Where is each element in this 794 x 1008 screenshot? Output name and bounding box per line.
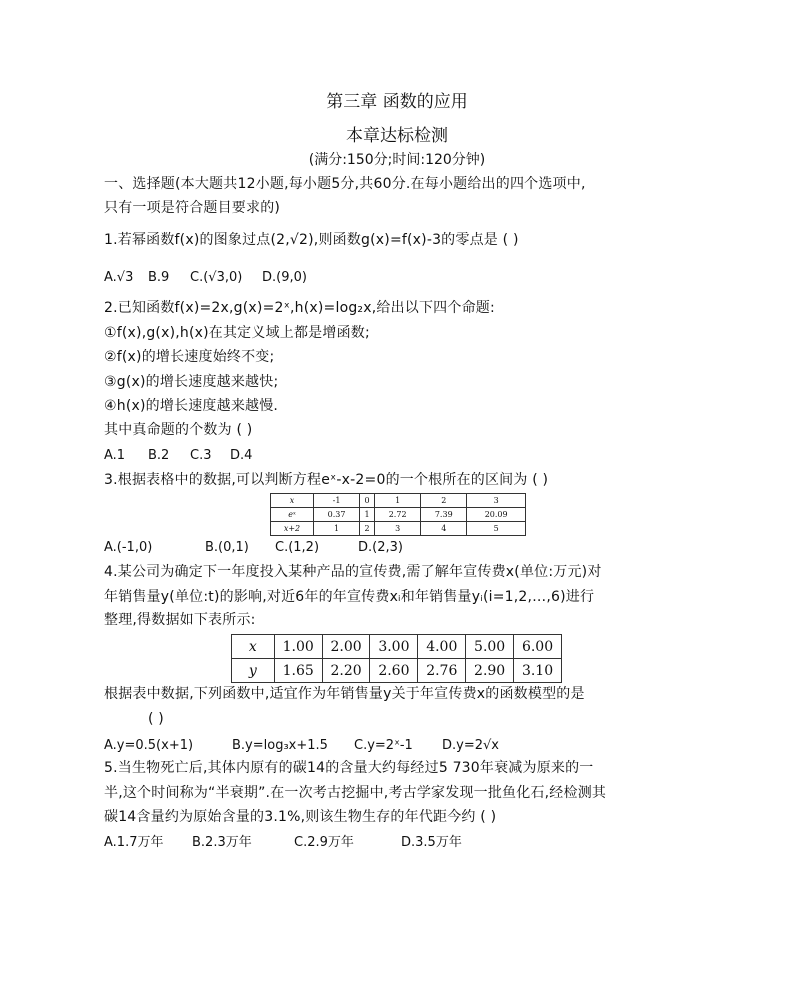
q2-option-c: C.3 [190,448,212,463]
section-heading-line2: 只有一项是符合题目要求的) [104,200,281,216]
table-cell: 20.09 [467,508,526,522]
table-cell: 6.00 [514,635,562,659]
table-cell: 2 [421,494,467,508]
q5-option-a: A.1.7万年 [104,835,164,850]
q2-question: 其中真命题的个数为 ( ) [104,422,253,438]
q2-prop-1: ①f(x),g(x),h(x)在其定义域上都是增函数; [104,325,370,341]
table-cell: 0.37 [314,508,360,522]
table-cell: 3.10 [514,659,562,683]
table-cell: 2.76 [418,659,466,683]
table-row-label: eˣ [271,508,314,522]
table-cell: 5.00 [466,635,514,659]
table-cell: 3 [375,522,421,536]
q4-option-a: A.y=0.5(x+1) [104,738,194,753]
q1-option-c: C.(√3,0) [190,270,243,285]
q2-option-a: A.1 [104,448,126,463]
table-cell: 3.00 [370,635,418,659]
q4-stem-line1: 4.某公司为确定下一年度投入某种产品的宣传费,需了解年宣传费x(单位:万元)对 [104,564,602,580]
table-row [271,522,526,536]
q5-option-b: B.2.3万年 [192,835,252,850]
q4-stem-line3: 整理,得数据如下表所示: [104,612,256,628]
table-cell: 1 [314,522,360,536]
q4-question-line2: ( ) [148,711,164,727]
table-cell: 1 [360,508,375,522]
section-heading-line1: 一、选择题(本大题共12小题,每小题5分,共60分.在每小题给出的四个选项中, [104,176,586,192]
table-cell: 3 [467,494,526,508]
q2-stem: 2.已知函数f(x)=2x,g(x)=2ˣ,h(x)=log₂x,给出以下四个命题: [104,300,495,316]
table-cell: 2.90 [466,659,514,683]
q4-option-d: D.y=2√x [442,738,499,753]
q2-prop-4: ④h(x)的增长速度越来越慢. [104,398,279,414]
table-cell: 2.72 [375,508,421,522]
q5-stem-line2: 半,这个时间称为“半衰期”.在一次考古挖掘中,考古学家发现一批鱼化石,经检测其 [104,785,607,801]
q1-option-d: D.(9,0) [262,270,307,285]
table-cell: 1 [375,494,421,508]
table-row [271,494,526,508]
q3-data-table [270,493,526,536]
table-cell: 2.60 [370,659,418,683]
chapter-title: 第三章 函数的应用 [326,92,468,112]
table-row-label: x [232,635,275,659]
q4-option-b: B.y=log₃x+1.5 [232,738,328,753]
q1-stem: 1.若幂函数f(x)的图象过点(2,√2),则函数g(x)=f(x)-3的零点是 ( ) [104,232,519,248]
q4-question-line1: 根据表中数据,下列函数中,适宜作为年销售量y关于年宣传费x的函数模型的是 [104,686,585,702]
q4-data-table [231,634,562,683]
table-row-label: x+2 [271,522,314,536]
section-title: 本章达标检测 [346,126,448,146]
q5-option-c: C.2.9万年 [294,835,354,850]
table-cell: -1 [314,494,360,508]
q3-option-a: A.(-1,0) [104,540,153,555]
q2-option-b: B.2 [148,448,170,463]
table-cell: 1.65 [274,659,322,683]
table-cell: 0 [360,494,375,508]
q5-stem-line3: 碳14含量约为原始含量的3.1%,则该生物生存的年代距今约 ( ) [104,809,497,825]
q5-option-d: D.3.5万年 [401,835,462,850]
q4-option-c: C.y=2ˣ-1 [354,738,413,753]
q3-option-d: D.(2,3) [358,540,403,555]
q2-prop-2: ②f(x)的增长速度始终不变; [104,349,275,365]
table-row [232,659,562,683]
q4-stem-line2: 年销售量y(单位:t)的影响,对近6年的年宣传费xᵢ和年销售量yᵢ(i=1,2,…,6)进行 [104,589,595,605]
score-info: (满分:150分;时间:120分钟) [308,152,486,168]
q1-option-b: B.9 [148,270,170,285]
table-cell: 4.00 [418,635,466,659]
q1-option-a: A.√3 [104,270,134,285]
table-cell: 5 [467,522,526,536]
table-cell: 2.20 [322,659,370,683]
q2-option-d: D.4 [230,448,253,463]
q2-prop-3: ③g(x)的增长速度越来越快; [104,374,279,390]
q3-option-c: C.(1,2) [275,540,320,555]
q5-stem-line1: 5.当生物死亡后,其体内原有的碳14的含量大约每经过5 730年衰减为原来的一 [104,760,594,776]
table-cell: 1.00 [274,635,322,659]
table-cell: 2 [360,522,375,536]
table-cell: 4 [421,522,467,536]
table-row [271,508,526,522]
q3-stem: 3.根据表格中的数据,可以判断方程eˣ-x-2=0的一个根所在的区间为 ( ) [104,472,549,488]
q3-option-b: B.(0,1) [205,540,249,555]
table-row [232,635,562,659]
table-row-label: x [271,494,314,508]
table-cell: 2.00 [322,635,370,659]
table-row-label: y [232,659,275,683]
table-cell: 7.39 [421,508,467,522]
